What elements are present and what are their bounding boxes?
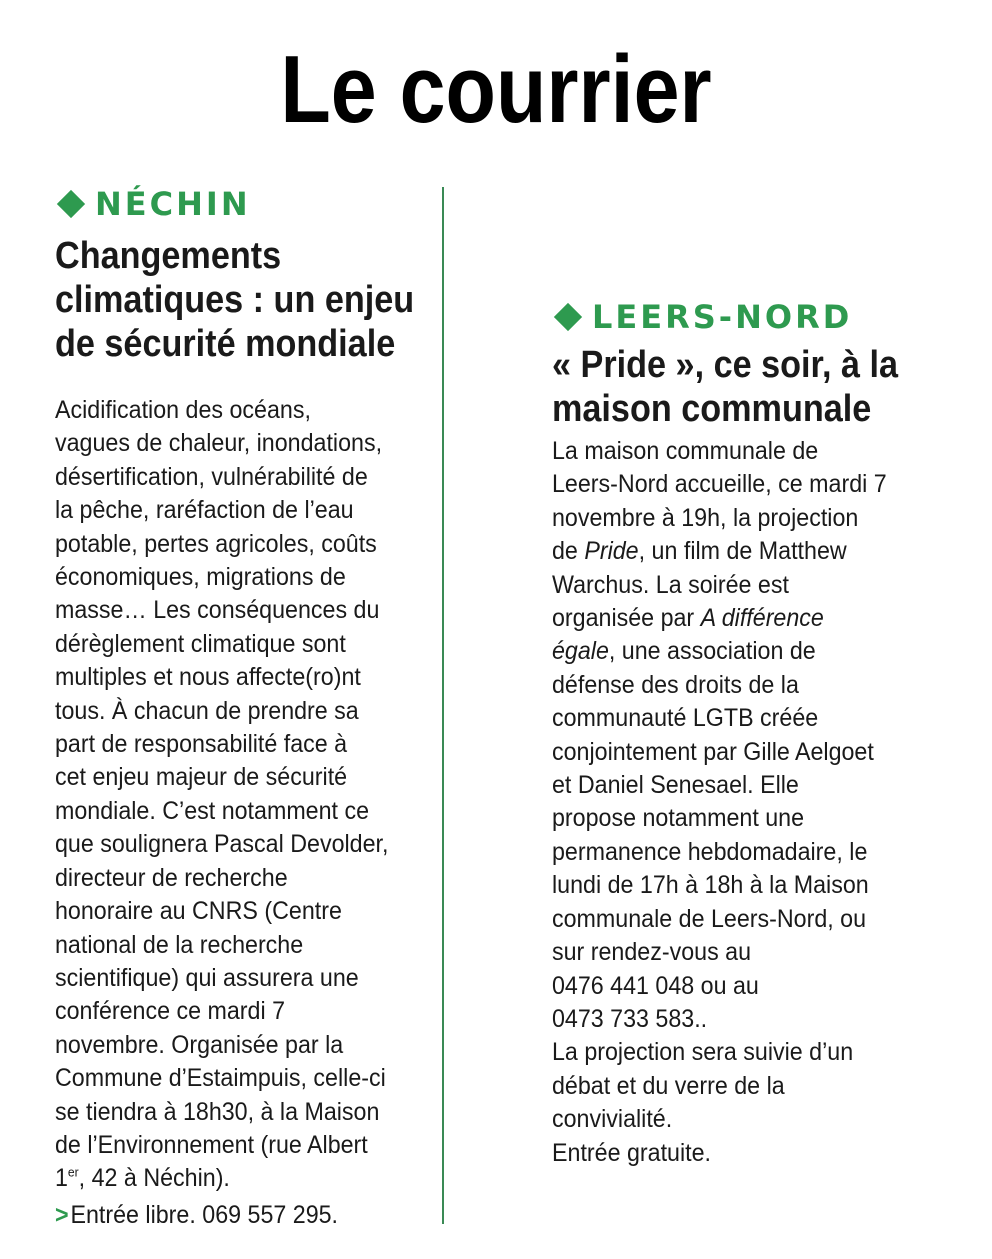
body-line: défense des droits de la xyxy=(552,670,799,699)
section-kicker xyxy=(55,184,435,224)
association-name: égale xyxy=(552,637,609,666)
body-line: dérèglement climatique sont xyxy=(55,629,346,658)
body-line: se tiendra à 18h30, à la Maison xyxy=(55,1097,380,1126)
body-line: débat et du verre de la xyxy=(552,1071,785,1100)
body-line: vagues de chaleur, inondations, xyxy=(55,429,383,458)
headline-line: de sécurité mondiale xyxy=(55,323,396,365)
body-line: conjointement par Gille Aelgoet xyxy=(552,737,874,766)
practical-info xyxy=(55,1198,408,1232)
body-line: 0473 733 583.. xyxy=(552,1004,708,1033)
section-kicker xyxy=(552,297,932,337)
body-line: que soulignera Pascal Devolder, xyxy=(55,830,389,859)
body-line: cet enjeu majeur de sécurité xyxy=(55,763,348,792)
headline-line: maison communale xyxy=(552,388,872,430)
body-line: mondiale. C’est notamment ce xyxy=(55,796,370,825)
body-line xyxy=(55,1162,408,1195)
association-name: A différence xyxy=(700,604,824,633)
masthead-title: Le courrier xyxy=(280,36,712,143)
text-run: , une association de xyxy=(608,637,816,666)
body-line: La projection sera suivie d’un xyxy=(552,1038,854,1067)
body-line: la pêche, raréfaction de l’eau xyxy=(55,496,354,525)
body-line: masse… Les conséquences du xyxy=(55,596,380,625)
diamond-icon xyxy=(554,303,582,331)
body-line: propose notamment une xyxy=(552,804,805,833)
body-line: Acidification des océans, xyxy=(55,396,311,424)
body-line: multiples et nous affecte(ro)nt xyxy=(55,663,361,692)
headline-line: climatiques : un enjeu xyxy=(55,279,415,321)
article-body xyxy=(55,394,408,1196)
article-leers-nord xyxy=(552,297,932,1170)
body-line: tous. À chacun de prendre sa xyxy=(55,696,359,725)
film-title: Pride xyxy=(584,537,639,566)
body-line: honoraire au CNRS (Centre xyxy=(55,897,342,926)
body-line: communauté LGTB créée xyxy=(552,704,819,733)
body-line: et Daniel Senesael. Elle xyxy=(552,771,799,800)
article-nechin xyxy=(55,184,435,1232)
body-line: Leers-Nord accueille, ce mardi 7 xyxy=(552,470,887,499)
body-line: national de la recherche xyxy=(55,930,304,959)
kicker-label: LEERS-NORD xyxy=(592,298,853,336)
article-body xyxy=(552,435,905,1170)
body-line: part de responsabilité face à xyxy=(55,730,348,759)
headline xyxy=(552,343,932,431)
text-run: de xyxy=(552,537,585,566)
body-line: novembre. Organisée par la xyxy=(55,1030,344,1059)
kicker-label: NÉCHIN xyxy=(95,185,251,223)
body-line: La maison communale de xyxy=(552,437,819,465)
body-line: économiques, migrations de xyxy=(55,563,346,592)
body-line xyxy=(552,602,905,635)
chevron-right-icon: > xyxy=(55,1200,69,1229)
body-line: communale de Leers-Nord, ou xyxy=(552,904,867,933)
body-line: conférence ce mardi 7 xyxy=(55,997,286,1026)
body-line: Commune d’Estaimpuis, celle-ci xyxy=(55,1064,386,1093)
body-line: potable, pertes agricoles, coûts xyxy=(55,529,377,558)
body-line: novembre à 19h, la projection xyxy=(552,503,859,532)
headline-line: « Pride », ce soir, à la xyxy=(552,344,899,386)
diamond-icon xyxy=(57,190,85,218)
body-line: permanence hebdomadaire, le xyxy=(552,837,868,866)
body-line: lundi de 17h à 18h à la Maison xyxy=(552,871,869,900)
body-line: Warchus. La soirée est xyxy=(552,570,789,599)
headline xyxy=(55,234,435,366)
body-line: scientifique) qui assurera une xyxy=(55,963,359,992)
body-line: directeur de recherche xyxy=(55,863,288,892)
text-run: , un film de Matthew xyxy=(638,537,847,566)
body-line xyxy=(552,535,905,568)
column-divider xyxy=(442,187,444,1224)
body-line: sur rendez-vous au xyxy=(552,938,752,967)
info-text: Entrée libre. 069 557 295. xyxy=(70,1200,339,1229)
body-line: désertification, vulnérabilité de xyxy=(55,462,368,491)
body-line xyxy=(552,635,905,668)
address-number: 1 xyxy=(55,1164,68,1193)
text-run: organisée par xyxy=(552,604,701,633)
body-line: convivialité. xyxy=(552,1105,673,1134)
address-rest: , 42 à Néchin). xyxy=(78,1164,230,1193)
body-line: de l’Environnement (rue Albert xyxy=(55,1130,368,1159)
body-line: 0476 441 048 ou au xyxy=(552,971,759,1000)
headline-line: Changements xyxy=(55,235,282,277)
body-line: Entrée gratuite. xyxy=(552,1138,711,1167)
ordinal-superscript: er xyxy=(67,1165,79,1181)
